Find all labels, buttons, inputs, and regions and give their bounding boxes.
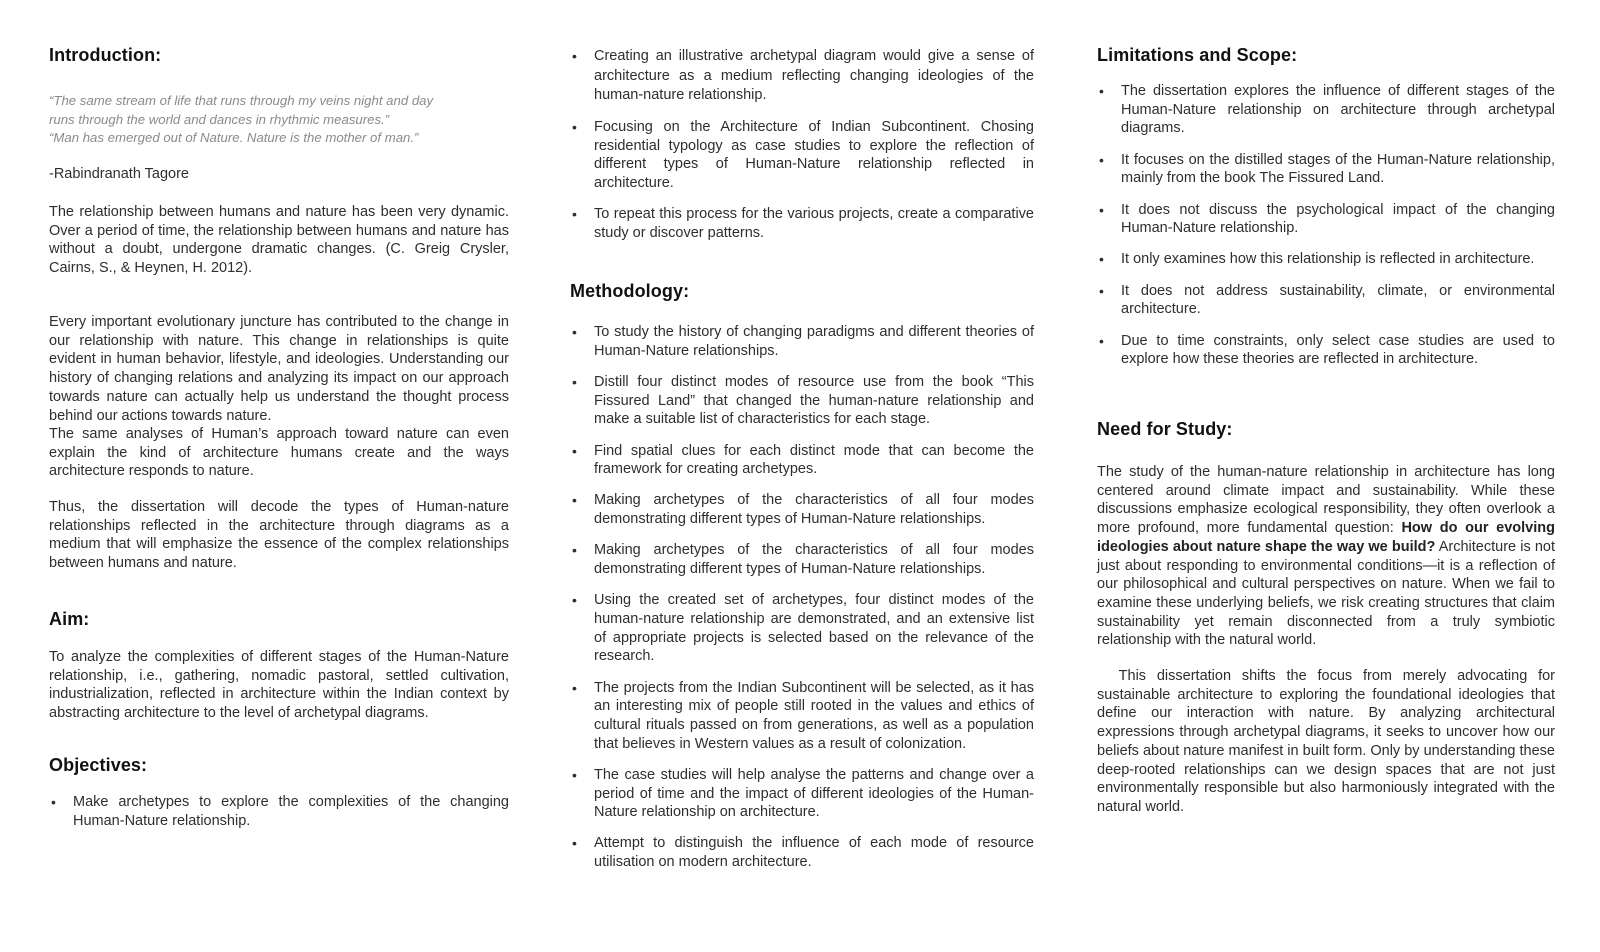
intro-paragraph-1: The relationship between humans and nature has been very dynamic. Over a period of time, the relationship between humans and nature has without a doubt, undergone dramatic changes. (C. Greig Crysler, Cairns, S., & Heynen, H. 2012). bbox=[49, 204, 509, 277]
limitation-item bbox=[1097, 332, 1555, 369]
methodology-text: The projects from the Indian Subcontinent will be selected, as it has an interesting mix of people still rooted in the values and ethics of cultural rituals passed on from generations, as well as a population that believes in Western values as a result of colonization. bbox=[594, 679, 1034, 752]
objectives-list-part-2 bbox=[570, 47, 1034, 243]
methodology-item bbox=[570, 541, 1034, 578]
introduction-heading: Introduction: bbox=[49, 45, 162, 65]
methodology-text: Distill four distinct modes of resource use from the book “This Fissured Land” that changed the human-nature relationship and make a suitable list of characteristics for each stage. bbox=[594, 373, 1034, 428]
methodology-text: Making archetypes of the characteristics of all four modes demonstrating different types of Human-Nature relationships. bbox=[594, 542, 1034, 578]
bullet-icon: • bbox=[572, 592, 577, 609]
bullet-icon: • bbox=[572, 373, 577, 390]
methodology-item bbox=[570, 679, 1034, 754]
limitation-text: It only examines how this relationship is reflected in architecture. bbox=[1121, 251, 1535, 268]
methodology-text: Making archetypes of the characteristics of all four modes demonstrating different types of Human-Nature relationships. bbox=[594, 492, 1034, 528]
tagore-quote bbox=[49, 92, 433, 148]
methodology-item bbox=[570, 442, 1034, 479]
intro-paragraph-4: Thus, the dissertation will decode the types of Human-nature relationships reflected in the architecture through diagrams as a medium that will emphasize the essence of the complex relationships between humans and nature. bbox=[49, 499, 509, 572]
aim-text: To analyze the complexities of different stages of the Human-Nature relationship, i.e., gathering, nomadic pastoral, settled cultivation, industrialization, reflected in architecture within the Indian context by abstracting architecture to the level of archetypal diagrams. bbox=[49, 649, 509, 722]
bullet-icon: • bbox=[572, 835, 577, 852]
bullet-icon: • bbox=[572, 119, 577, 135]
limitation-text: The dissertation explores the influence of different stages of the Human-Nature relationship on architecture through archetypal diagrams. bbox=[1121, 83, 1555, 137]
quote-line: “The same stream of life that runs through my veins night and day bbox=[49, 93, 434, 108]
methodology-item bbox=[570, 591, 1034, 666]
intro-paragraph-2: Every important evolutionary juncture has contributed to the change in our relationship with nature. This change in relationships is quite evident in human behavior, lifestyle, and ideologies. Understanding our history of changing relations and analyzing its impact on our approach towards nature can actually help us understand the thought process behind our actions towards nature. bbox=[49, 314, 509, 424]
bullet-icon: • bbox=[572, 206, 577, 223]
methodology-item bbox=[570, 766, 1034, 822]
methodology-text: To study the history of changing paradigms and different theories of Human-Nature relationships. bbox=[594, 324, 1034, 359]
need-for-study-paragraph-1 bbox=[1097, 463, 1555, 650]
objective-item bbox=[49, 793, 509, 830]
bullet-icon: • bbox=[1099, 332, 1104, 349]
limitation-item bbox=[1097, 282, 1555, 319]
bullet-icon: • bbox=[1099, 282, 1104, 299]
methodology-heading: Methodology: bbox=[570, 281, 690, 301]
bullet-icon: • bbox=[1099, 201, 1104, 218]
need-key-question: How do our evolving ideologies about nature shape the way we build? bbox=[1097, 520, 1555, 555]
need-text-after: Architecture is not just about responding to environmental conditions—it is a reflection of our philosophical and cultural perspectives on nature. When we fail to examine these underlying beliefs, we risk creating structures that claim sustainability yet remain disconnected from a truly symbiotic relationship with the natural world. bbox=[1097, 538, 1556, 649]
bullet-icon: • bbox=[572, 679, 577, 696]
objectives-list-part-1 bbox=[49, 793, 509, 830]
objective-item bbox=[570, 205, 1034, 242]
limitation-text: It does not discuss the psychological impact of the changing Human-Nature relationship. bbox=[1121, 201, 1555, 237]
methodology-text: Attempt to distinguish the influence of each mode of resource utilisation on modern architecture. bbox=[594, 835, 1034, 871]
methodology-item bbox=[570, 373, 1034, 429]
limitation-text: Due to time constraints, only select case studies are used to explore how these theories are reflected in architecture. bbox=[1121, 332, 1555, 368]
bullet-icon: • bbox=[572, 48, 577, 64]
objective-item bbox=[570, 118, 1034, 193]
methodology-text: The case studies will help analyse the patterns and change over a period of time and the impact of different ideologies of the Human-Nature relationship on architecture. bbox=[594, 766, 1034, 821]
bullet-icon: • bbox=[1099, 83, 1104, 99]
limitation-item bbox=[1097, 250, 1555, 269]
bullet-icon: • bbox=[572, 542, 577, 559]
objective-text: To repeat this process for the various projects, create a comparative study or discover patterns. bbox=[594, 206, 1034, 242]
need-for-study-heading: Need for Study: bbox=[1097, 419, 1233, 439]
limitation-item bbox=[1097, 151, 1555, 188]
bullet-icon: • bbox=[572, 324, 577, 340]
methodology-text: Using the created set of archetypes, four distinct modes of the human-nature relationship are demonstrated, and an extensive list of appropriate projects is selected based on the relevance of the research. bbox=[594, 592, 1034, 665]
bullet-icon: • bbox=[572, 766, 577, 783]
quote-line: “Man has emerged out of Nature. Nature is the mother of man.” bbox=[49, 130, 419, 146]
need-text-before: The study of the human-nature relationship in architecture has long centered around climate impact and sustainability. While these discussions emphasize ecological responsibility, they often overlook a more profound, more fundamental question: bbox=[1097, 464, 1555, 537]
limitation-item bbox=[1097, 82, 1555, 138]
methodology-item bbox=[570, 491, 1034, 528]
limitation-text: It does not address sustainability, climate, or environmental architecture. bbox=[1121, 282, 1555, 318]
need-for-study-paragraph-2: This dissertation shifts the focus from merely advocating for sustainable architecture to exploring the foundational ideologies that define our interaction with nature. By analyzing architectural expressions through archetypal diagrams, it seeks to uncover how our beliefs about nature manifest in built form. Only by understanding these deep-rooted relationships can we design spaces that are not just environmentally responsible but also harmoniously integrated with the natural world. bbox=[1097, 668, 1560, 815]
methodology-item bbox=[570, 834, 1034, 871]
objectives-heading: Objectives: bbox=[49, 755, 148, 775]
intro-paragraph-3: The same analyses of Human’s approach toward nature can even explain the kind of architecture humans create and the ways architecture responds to nature. bbox=[49, 426, 509, 480]
bullet-icon: • bbox=[572, 442, 577, 459]
objective-text: Focusing on the Architecture of Indian Subcontinent. Chosing residential typology as case studies to explore the reflection of different types of Human-Nature relationship reflected in architecture. bbox=[594, 119, 1034, 192]
bullet-icon: • bbox=[1099, 151, 1104, 168]
bullet-icon: • bbox=[572, 492, 577, 509]
limitation-text: It focuses on the distilled stages of the Human-Nature relationship, mainly from the book The Fissured Land. bbox=[1121, 151, 1555, 187]
objective-text: Make archetypes to explore the complexities of the changing Human-Nature relationship. bbox=[73, 794, 509, 829]
bullet-icon: • bbox=[1099, 251, 1104, 268]
quote-attribution: -Rabindranath Tagore bbox=[49, 166, 189, 182]
limitations-list bbox=[1097, 82, 1555, 369]
objective-text: Creating an illustrative archetypal diagram would give a sense of architecture as a medium reflecting changing ideologies of the human-nature relationship. bbox=[594, 48, 1034, 103]
methodology-list bbox=[570, 323, 1034, 872]
quote-line: runs through the world and dances in rhythmic measures.” bbox=[49, 111, 390, 127]
limitations-heading: Limitations and Scope: bbox=[1097, 45, 1298, 65]
aim-heading: Aim: bbox=[49, 609, 90, 629]
bullet-icon: • bbox=[51, 794, 56, 810]
methodology-item bbox=[570, 323, 1034, 360]
objective-item bbox=[570, 47, 1034, 106]
limitation-item bbox=[1097, 201, 1555, 238]
methodology-text: Find spatial clues for each distinct mode that can become the framework for creating archetypes. bbox=[594, 442, 1034, 478]
